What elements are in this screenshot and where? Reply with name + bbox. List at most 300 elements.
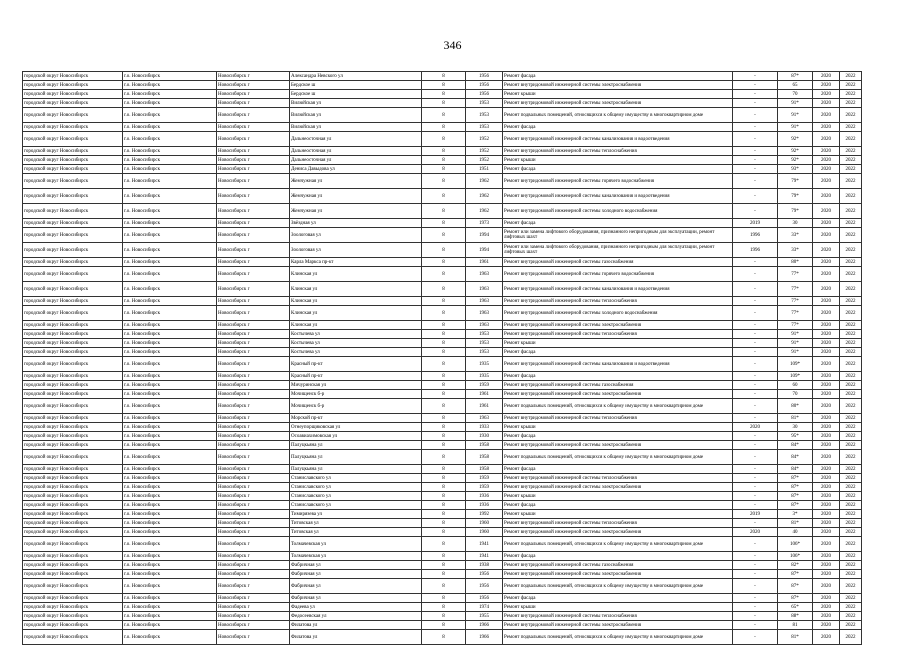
district-cell: городской округ Новосибирск: [23, 81, 123, 90]
plan-start-cell: 2020: [813, 165, 840, 174]
last-repair-year-cell: -: [733, 450, 778, 465]
settlement-cell: Новосибирск г: [217, 579, 290, 594]
plan-end-cell: 2022: [840, 399, 862, 414]
house-number-cell: 8: [422, 612, 466, 621]
house-number-cell: 8: [422, 423, 466, 432]
street-cell: Тимирязева ул: [290, 510, 422, 519]
table-row: [23, 132, 862, 147]
district-cell: городской округ Новосибирск: [23, 228, 123, 243]
wear-percent-cell: 87*: [778, 483, 813, 492]
work-type-cell: Ремонт внутридомовой инженерной системы электроснабжения: [503, 621, 733, 630]
plan-start-cell: 2020: [813, 501, 840, 510]
table-row: [23, 243, 862, 258]
house-number-cell: 8: [422, 132, 466, 147]
year-built-cell: 1953: [466, 99, 503, 108]
wear-percent-cell: 106*: [778, 552, 813, 561]
plan-end-cell: 2022: [840, 306, 862, 321]
last-repair-year-cell: -: [733, 90, 778, 99]
year-built-cell: 1953: [466, 348, 503, 357]
settlement-cell: Новосибирск г: [217, 81, 290, 90]
settlement-cell: Новосибирск г: [217, 123, 290, 132]
settlement-cell: Новосибирск г: [217, 204, 290, 219]
plan-start-cell: 2020: [813, 450, 840, 465]
last-repair-year-cell: -: [733, 108, 778, 123]
table-row: [23, 339, 862, 348]
work-type-cell: Ремонт внутридомовой инженерной системы горячего водоснабжения: [503, 267, 733, 282]
work-type-cell: Ремонт фасада: [503, 219, 733, 228]
wear-percent-cell: 91*: [778, 330, 813, 339]
house-number-cell: 8: [422, 510, 466, 519]
table-row: [23, 603, 862, 612]
table-row: [23, 414, 862, 423]
wear-percent-cell: 84*: [778, 450, 813, 465]
municipality-cell: г.о. Новосибирск: [123, 81, 217, 90]
last-repair-year-cell: -: [733, 390, 778, 399]
last-repair-year-cell: -: [733, 612, 778, 621]
table-row: [23, 204, 862, 219]
plan-start-cell: 2020: [813, 474, 840, 483]
work-type-cell: Ремонт фасада: [503, 465, 733, 474]
year-built-cell: 1955: [466, 612, 503, 621]
settlement-cell: Новосибирск г: [217, 381, 290, 390]
plan-start-cell: 2020: [813, 381, 840, 390]
year-built-cell: 1941: [466, 537, 503, 552]
work-type-cell: Ремонт подвальных помещений, относящихся к общему имуществу в многоквартирном доме: [503, 108, 733, 123]
wear-percent-cell: 80*: [778, 399, 813, 414]
house-number-cell: 8: [422, 528, 466, 537]
year-built-cell: 1956: [466, 90, 503, 99]
wear-percent-cell: 82*: [778, 561, 813, 570]
plan-end-cell: 2022: [840, 570, 862, 579]
municipality-cell: г.о. Новосибирск: [123, 132, 217, 147]
district-cell: городской округ Новосибирск: [23, 330, 123, 339]
municipality-cell: г.о. Новосибирск: [123, 189, 217, 204]
plan-end-cell: 2022: [840, 612, 862, 621]
municipality-cell: г.о. Новосибирск: [123, 537, 217, 552]
work-type-cell: Ремонт внутридомовой инженерной системы газоснабжения: [503, 258, 733, 267]
municipality-cell: г.о. Новосибирск: [123, 372, 217, 381]
table-row: [23, 306, 862, 321]
house-number-cell: 8: [422, 390, 466, 399]
street-cell: Федосеевская ул: [290, 612, 422, 621]
house-number-cell: 8: [422, 243, 466, 258]
municipality-cell: г.о. Новосибирск: [123, 561, 217, 570]
plan-start-cell: 2020: [813, 612, 840, 621]
municipality-cell: г.о. Новосибирск: [123, 321, 217, 330]
municipality-cell: г.о. Новосибирск: [123, 474, 217, 483]
plan-end-cell: 2022: [840, 219, 862, 228]
municipality-cell: г.о. Новосибирск: [123, 450, 217, 465]
year-built-cell: 1952: [466, 132, 503, 147]
settlement-cell: Новосибирск г: [217, 330, 290, 339]
wear-percent-cell: 65: [778, 81, 813, 90]
year-built-cell: 1956: [466, 81, 503, 90]
settlement-cell: Новосибирск г: [217, 99, 290, 108]
house-number-cell: 8: [422, 441, 466, 450]
year-built-cell: 1956: [466, 570, 503, 579]
last-repair-year-cell: -: [733, 579, 778, 594]
last-repair-year-cell: 1996: [733, 228, 778, 243]
municipality-cell: г.о. Новосибирск: [123, 579, 217, 594]
plan-start-cell: 2020: [813, 630, 840, 645]
table-row: [23, 330, 862, 339]
house-number-cell: 8: [422, 450, 466, 465]
plan-end-cell: 2022: [840, 243, 862, 258]
year-built-cell: 1961: [466, 390, 503, 399]
settlement-cell: Новосибирск г: [217, 528, 290, 537]
year-built-cell: 1956: [466, 579, 503, 594]
house-number-cell: 8: [422, 147, 466, 156]
wear-percent-cell: 91*: [778, 339, 813, 348]
settlement-cell: Новосибирск г: [217, 147, 290, 156]
year-built-cell: 1960: [466, 519, 503, 528]
last-repair-year-cell: -: [733, 348, 778, 357]
municipality-cell: г.о. Новосибирск: [123, 357, 217, 372]
wear-percent-cell: 87*: [778, 594, 813, 603]
house-number-cell: 8: [422, 267, 466, 282]
last-repair-year-cell: -: [733, 621, 778, 630]
house-number-cell: 8: [422, 306, 466, 321]
table-row: [23, 267, 862, 282]
last-repair-year-cell: -: [733, 282, 778, 297]
street-cell: Палуцкьяна ул: [290, 465, 422, 474]
last-repair-year-cell: -: [733, 258, 778, 267]
municipality-cell: г.о. Новосибирск: [123, 381, 217, 390]
year-built-cell: 1963: [466, 414, 503, 423]
table-row: [23, 630, 862, 645]
street-cell: Палуцкьяна ул: [290, 450, 422, 465]
year-built-cell: 1966: [466, 621, 503, 630]
work-type-cell: Ремонт крыши: [503, 339, 733, 348]
work-type-cell: Ремонт внутридомовой инженерной системы теплоснабжения: [503, 519, 733, 528]
table-row: [23, 537, 862, 552]
wear-percent-cell: 65*: [778, 603, 813, 612]
district-cell: городской округ Новосибирск: [23, 570, 123, 579]
plan-start-cell: 2020: [813, 528, 840, 537]
district-cell: городской округ Новосибирск: [23, 147, 123, 156]
last-repair-year-cell: 1996: [733, 243, 778, 258]
table-row: [23, 297, 862, 306]
work-type-cell: Ремонт внутридомовой инженерной системы электроснабжения: [503, 483, 733, 492]
last-repair-year-cell: -: [733, 561, 778, 570]
settlement-cell: Новосибирск г: [217, 156, 290, 165]
work-type-cell: Ремонт крыши: [503, 90, 733, 99]
settlement-cell: Новосибирск г: [217, 297, 290, 306]
year-built-cell: 1958: [466, 450, 503, 465]
settlement-cell: Новосибирск г: [217, 132, 290, 147]
settlement-cell: Новосибирск г: [217, 510, 290, 519]
wear-percent-cell: 77*: [778, 321, 813, 330]
house-number-cell: 8: [422, 570, 466, 579]
plan-start-cell: 2020: [813, 357, 840, 372]
year-built-cell: 1959: [466, 483, 503, 492]
year-built-cell: 1956: [466, 72, 503, 81]
wear-percent-cell: 79*: [778, 204, 813, 219]
house-number-cell: 8: [422, 372, 466, 381]
work-type-cell: Ремонт внутридомовой инженерной системы электроснабжения: [503, 528, 733, 537]
wear-percent-cell: 91*: [778, 348, 813, 357]
table-row: [23, 219, 862, 228]
settlement-cell: Новосибирск г: [217, 339, 290, 348]
wear-percent-cell: 30: [778, 219, 813, 228]
municipality-cell: г.о. Новосибирск: [123, 174, 217, 189]
street-cell: Жемчужная ул: [290, 204, 422, 219]
year-built-cell: 1952: [466, 147, 503, 156]
plan-end-cell: 2022: [840, 603, 862, 612]
settlement-cell: Новосибирск г: [217, 441, 290, 450]
plan-start-cell: 2020: [813, 243, 840, 258]
municipality-cell: г.о. Новосибирск: [123, 519, 217, 528]
wear-percent-cell: 79*: [778, 174, 813, 189]
plan-start-cell: 2020: [813, 519, 840, 528]
year-built-cell: 1935: [466, 357, 503, 372]
house-number-cell: 8: [422, 483, 466, 492]
plan-start-cell: 2020: [813, 282, 840, 297]
district-cell: городской округ Новосибирск: [23, 414, 123, 423]
street-cell: Клинская ул: [290, 306, 422, 321]
year-built-cell: 1974: [466, 603, 503, 612]
table-row: [23, 321, 862, 330]
district-cell: городской округ Новосибирск: [23, 267, 123, 282]
street-cell: Филатова ул: [290, 630, 422, 645]
last-repair-year-cell: -: [733, 465, 778, 474]
street-cell: Палуцкьяна ул: [290, 441, 422, 450]
plan-start-cell: 2020: [813, 90, 840, 99]
settlement-cell: Новосибирск г: [217, 321, 290, 330]
last-repair-year-cell: -: [733, 603, 778, 612]
street-cell: Клинская ул: [290, 282, 422, 297]
street-cell: Александра Невского ул: [290, 72, 422, 81]
plan-start-cell: 2020: [813, 570, 840, 579]
district-cell: городской округ Новосибирск: [23, 348, 123, 357]
settlement-cell: Новосибирск г: [217, 594, 290, 603]
municipality-cell: г.о. Новосибирск: [123, 165, 217, 174]
district-cell: городской округ Новосибирск: [23, 399, 123, 414]
settlement-cell: Новосибирск г: [217, 432, 290, 441]
house-number-cell: 8: [422, 123, 466, 132]
street-cell: Станиславского ул: [290, 501, 422, 510]
plan-end-cell: 2022: [840, 423, 862, 432]
plan-start-cell: 2020: [813, 441, 840, 450]
work-type-cell: Ремонт фасада: [503, 501, 733, 510]
year-built-cell: 1953: [466, 330, 503, 339]
year-built-cell: 1962: [466, 189, 503, 204]
street-cell: Жемчужная ул: [290, 174, 422, 189]
work-type-cell: Ремонт внутридомовой инженерной системы канализования и водоотведения: [503, 282, 733, 297]
district-cell: городской округ Новосибирск: [23, 612, 123, 621]
settlement-cell: Новосибирск г: [217, 399, 290, 414]
house-number-cell: 8: [422, 282, 466, 297]
year-built-cell: 1994: [466, 243, 503, 258]
house-number-cell: 8: [422, 561, 466, 570]
year-built-cell: 1961: [466, 258, 503, 267]
last-repair-year-cell: -: [733, 483, 778, 492]
plan-end-cell: 2022: [840, 441, 862, 450]
work-type-cell: Ремонт подвальных помещений, относящихся к общему имуществу в многоквартирном доме: [503, 450, 733, 465]
street-cell: Станиславского ул: [290, 474, 422, 483]
house-number-cell: 8: [422, 630, 466, 645]
plan-start-cell: 2020: [813, 321, 840, 330]
house-number-cell: 8: [422, 339, 466, 348]
table-row: [23, 189, 862, 204]
settlement-cell: Новосибирск г: [217, 243, 290, 258]
street-cell: Фабричная ул: [290, 579, 422, 594]
wear-percent-cell: 87*: [778, 474, 813, 483]
plan-start-cell: 2020: [813, 204, 840, 219]
year-built-cell: 1962: [466, 204, 503, 219]
wear-percent-cell: 33*: [778, 228, 813, 243]
work-type-cell: Ремонт внутридомовой инженерной системы теплоснабжения: [503, 414, 733, 423]
work-type-cell: Ремонт внутридомовой инженерной системы газоснабжения: [503, 381, 733, 390]
settlement-cell: Новосибирск г: [217, 474, 290, 483]
plan-end-cell: 2022: [840, 561, 862, 570]
municipality-cell: г.о. Новосибирск: [123, 306, 217, 321]
last-repair-year-cell: -: [733, 519, 778, 528]
work-type-cell: Ремонт фасада: [503, 594, 733, 603]
plan-start-cell: 2020: [813, 219, 840, 228]
table-row: [23, 441, 862, 450]
table-row: [23, 228, 862, 243]
street-cell: Дальнеосточная ул: [290, 147, 422, 156]
settlement-cell: Новосибирск г: [217, 108, 290, 123]
table-row: [23, 357, 862, 372]
settlement-cell: Новосибирск г: [217, 450, 290, 465]
settlement-cell: Новосибирск г: [217, 282, 290, 297]
street-cell: Вилюйская ул: [290, 108, 422, 123]
year-built-cell: 1966: [466, 630, 503, 645]
last-repair-year-cell: -: [733, 174, 778, 189]
plan-end-cell: 2022: [840, 267, 862, 282]
street-cell: Жемчужная ул: [290, 189, 422, 204]
street-cell: Вилюйская ул: [290, 99, 422, 108]
municipality-cell: г.о. Новосибирск: [123, 423, 217, 432]
settlement-cell: Новосибирск г: [217, 390, 290, 399]
plan-start-cell: 2020: [813, 267, 840, 282]
municipality-cell: г.о. Новосибирск: [123, 228, 217, 243]
street-cell: Клинская ул: [290, 297, 422, 306]
work-type-cell: Ремонт фасада: [503, 432, 733, 441]
wear-percent-cell: 84*: [778, 441, 813, 450]
last-repair-year-cell: -: [733, 501, 778, 510]
district-cell: городской округ Новосибирск: [23, 474, 123, 483]
settlement-cell: Новосибирск г: [217, 174, 290, 189]
last-repair-year-cell: -: [733, 72, 778, 81]
street-cell: Мичуринская ул: [290, 381, 422, 390]
work-type-cell: Ремонт фасада: [503, 123, 733, 132]
street-cell: Огнеупорщиковская ул: [290, 423, 422, 432]
district-cell: городской округ Новосибирск: [23, 630, 123, 645]
wear-percent-cell: 81*: [778, 519, 813, 528]
municipality-cell: г.о. Новосибирск: [123, 603, 217, 612]
plan-end-cell: 2022: [840, 537, 862, 552]
plan-end-cell: 2022: [840, 123, 862, 132]
municipality-cell: г.о. Новосибирск: [123, 123, 217, 132]
wear-percent-cell: 33*: [778, 243, 813, 258]
plan-end-cell: 2022: [840, 189, 862, 204]
year-built-cell: 1952: [466, 156, 503, 165]
district-cell: городской округ Новосибирск: [23, 204, 123, 219]
table-row: [23, 390, 862, 399]
last-repair-year-cell: -: [733, 474, 778, 483]
plan-end-cell: 2022: [840, 465, 862, 474]
settlement-cell: Новосибирск г: [217, 552, 290, 561]
settlement-cell: Новосибирск г: [217, 189, 290, 204]
plan-end-cell: 2022: [840, 321, 862, 330]
year-built-cell: 1994: [466, 228, 503, 243]
municipality-cell: г.о. Новосибирск: [123, 147, 217, 156]
house-number-cell: 8: [422, 189, 466, 204]
year-built-cell: 1961: [466, 399, 503, 414]
street-cell: Мочищенск б-р: [290, 399, 422, 414]
plan-end-cell: 2022: [840, 414, 862, 423]
municipality-cell: г.о. Новосибирск: [123, 390, 217, 399]
last-repair-year-cell: -: [733, 123, 778, 132]
plan-start-cell: 2020: [813, 174, 840, 189]
street-cell: Костычева ул: [290, 348, 422, 357]
work-type-cell: Ремонт крыши: [503, 603, 733, 612]
plan-start-cell: 2020: [813, 108, 840, 123]
plan-start-cell: 2020: [813, 561, 840, 570]
work-type-cell: Ремонт фасада: [503, 72, 733, 81]
last-repair-year-cell: 2020: [733, 528, 778, 537]
plan-end-cell: 2022: [840, 450, 862, 465]
plan-start-cell: 2020: [813, 414, 840, 423]
district-cell: городской округ Новосибирск: [23, 99, 123, 108]
plan-start-cell: 2020: [813, 621, 840, 630]
year-built-cell: 1930: [466, 432, 503, 441]
plan-end-cell: 2022: [840, 90, 862, 99]
street-cell: Осоавиахимовская ул: [290, 432, 422, 441]
settlement-cell: Новосибирск г: [217, 423, 290, 432]
settlement-cell: Новосибирск г: [217, 561, 290, 570]
district-cell: городской округ Новосибирск: [23, 519, 123, 528]
work-type-cell: Ремонт фасада: [503, 165, 733, 174]
house-number-cell: 8: [422, 621, 466, 630]
work-type-cell: Ремонт внутридомовой инженерной системы холодного водоснабжения: [503, 306, 733, 321]
wear-percent-cell: 87*: [778, 570, 813, 579]
district-cell: городской округ Новосибирск: [23, 282, 123, 297]
municipality-cell: г.о. Новосибирск: [123, 156, 217, 165]
wear-percent-cell: 77*: [778, 282, 813, 297]
last-repair-year-cell: -: [733, 630, 778, 645]
municipality-cell: г.о. Новосибирск: [123, 501, 217, 510]
table-row: [23, 81, 862, 90]
year-built-cell: 1992: [466, 510, 503, 519]
plan-end-cell: 2022: [840, 381, 862, 390]
street-cell: Вилюйская ул: [290, 123, 422, 132]
district-cell: городской округ Новосибирск: [23, 381, 123, 390]
district-cell: городской округ Новосибирск: [23, 306, 123, 321]
table-row: [23, 510, 862, 519]
table-row: [23, 348, 862, 357]
plan-start-cell: 2020: [813, 594, 840, 603]
district-cell: городской округ Новосибирск: [23, 165, 123, 174]
settlement-cell: Новосибирск г: [217, 357, 290, 372]
house-number-cell: 8: [422, 297, 466, 306]
wear-percent-cell: 93*: [778, 165, 813, 174]
table-row: [23, 621, 862, 630]
last-repair-year-cell: 2019: [733, 219, 778, 228]
house-number-cell: 8: [422, 474, 466, 483]
table-row: [23, 594, 862, 603]
year-built-cell: 1941: [466, 552, 503, 561]
street-cell: Филатова ул: [290, 621, 422, 630]
plan-end-cell: 2022: [840, 510, 862, 519]
plan-end-cell: 2022: [840, 483, 862, 492]
wear-percent-cell: 84*: [778, 465, 813, 474]
plan-start-cell: 2020: [813, 465, 840, 474]
street-cell: Толмачевская ул: [290, 552, 422, 561]
